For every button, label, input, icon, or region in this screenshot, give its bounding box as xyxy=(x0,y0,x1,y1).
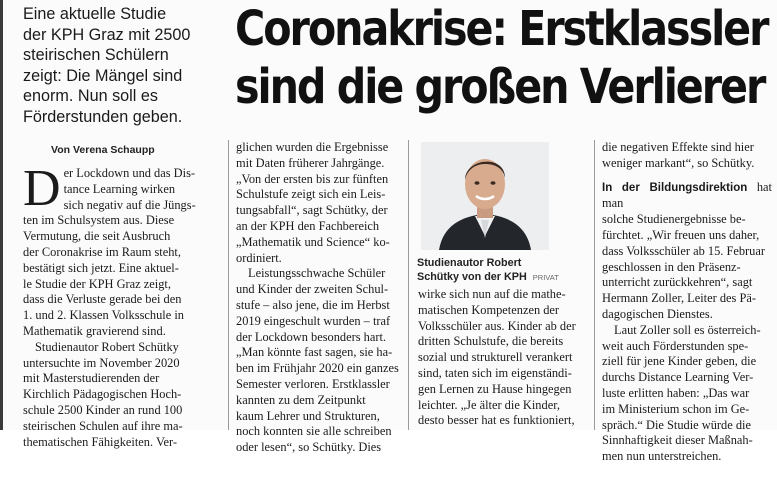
text-line: stufe – also jene, die im Herbst xyxy=(236,297,390,312)
text-line: Volksschüler aus. Kinder ab der xyxy=(418,318,576,333)
text-line: 1. und 2. Klassen Volksschule in xyxy=(23,308,184,323)
text-line: oder lesen“, so Schütky. Dies xyxy=(236,440,382,455)
text-line: ordiniert. xyxy=(236,250,282,265)
article-column-2 xyxy=(236,140,402,456)
text-line: der Lockdown besonders hart. xyxy=(236,329,387,344)
author-photo xyxy=(421,142,549,250)
text-line: Hermann Zoller, Leiter des Pä- xyxy=(602,291,756,306)
text-line: fürchtet. „Wir freuen uns daher, xyxy=(602,227,760,242)
headline-line: Coronakrise: Erstklassler xyxy=(235,1,768,57)
text-line: weniger markant“, so Schütky. xyxy=(602,155,755,170)
text-line: tungsabfall“, sagt Schütky, der xyxy=(236,203,388,218)
photo-caption xyxy=(417,256,595,285)
text-line: leichter. „Je älter die Kinder, xyxy=(418,397,560,412)
photo-credit: PRIVAT xyxy=(532,273,559,282)
text-line: Vermutung, die seit Ausbruch xyxy=(23,229,171,244)
text-line: „Von der ersten bis zur fünften xyxy=(236,171,389,186)
text-line: wirke sich nun auf die mathe- xyxy=(418,287,566,301)
text-line: steirischen Schulen auf ihre ma- xyxy=(23,418,183,433)
column-divider xyxy=(408,140,409,430)
text-line: an der KPH den Fachbereich xyxy=(236,218,380,233)
text-line: le Studie der KPH Graz zeigt, xyxy=(23,276,171,291)
text-line: Schulstufe zeigt sich ein Leis- xyxy=(236,187,386,202)
text-line: im Ministerium schon im Ge- xyxy=(602,401,750,416)
text-line: untersuchte im November 2020 xyxy=(23,355,180,370)
drop-cap: D xyxy=(23,160,61,217)
text-line: ben im Frühjahr 2020 ein ganzes xyxy=(236,361,399,376)
text-line: und Kinder der zweiten Schul- xyxy=(236,282,389,297)
text-line: Semester verloren. Erstklassler xyxy=(236,376,390,391)
text-line: Laut Zoller soll es österreich- xyxy=(614,322,761,337)
text-line: 2019 eingeschult wurden – traf xyxy=(236,313,391,328)
text-line: dagogischen Dienstes. xyxy=(602,306,713,321)
text-line: Kirchlich Pädagogischen Hoch- xyxy=(23,387,182,402)
article-column-1 xyxy=(23,160,219,450)
text-line: kaum Lehrer und Strukturen, xyxy=(236,408,380,423)
headline-line: sind die großen Verlierer xyxy=(235,59,765,115)
text-line: solche Studienergebnisse be- xyxy=(602,212,746,227)
teaser-line: steirischen Schülern xyxy=(23,46,169,64)
caption-line: Studienautor Robert xyxy=(417,257,522,269)
subheading: In der Bildungsdirektion xyxy=(602,181,748,194)
text-line: noch konnten sie alle schreiben xyxy=(236,424,392,439)
article-column-4 xyxy=(602,140,772,465)
teaser-line: zeigt: Die Mängel sind xyxy=(23,66,183,85)
text-line: dass Volksschüler ab 15. Februar xyxy=(602,243,766,258)
text-line: kannten zu dem Zeitpunkt xyxy=(236,392,366,407)
text-line: men nun unterstreichen. xyxy=(602,449,722,464)
text-line: „Mathematik und Science“ ko- xyxy=(236,234,390,249)
byline: Von Verena Schaupp xyxy=(51,144,155,156)
text-line: matischen Kompetenzen der xyxy=(418,302,560,317)
teaser-line: Förderstunden geben. xyxy=(23,107,183,126)
text-line: schule 2500 Kinder an rund 100 xyxy=(23,402,183,417)
article-column-3 xyxy=(418,287,588,429)
text-line: mit Daten früherer Jahrgänge. xyxy=(236,155,385,170)
text-line: sind, taten sich im eigenständi- xyxy=(418,365,572,380)
text-line: ten im Schulsystem aus. Diese xyxy=(23,213,175,228)
text-line: dass die Verluste gerade bei den xyxy=(23,292,182,307)
text-line: Studienautor Robert Schütky xyxy=(35,339,179,354)
column-divider xyxy=(594,140,595,430)
portrait-illustration xyxy=(421,142,549,250)
teaser-line: der KPH Graz mit 2500 xyxy=(23,25,191,44)
teaser-line: Eine aktuelle Studie xyxy=(23,5,167,23)
text-line: spräch.“ Die Studie würde die xyxy=(602,417,751,432)
text-line: die negativen Effekte sind hier xyxy=(602,140,754,154)
text-line: er Lockdown und das Dis- xyxy=(63,166,196,180)
text-line: gen Lernen zu Hause hingegen xyxy=(418,381,572,396)
text-line: Mathematik gravierend sind. xyxy=(23,323,166,338)
article-teaser xyxy=(23,4,199,127)
text-line: luste erlitten haben: „Das war xyxy=(602,385,750,400)
text-line: tance Learning wirken xyxy=(63,181,176,196)
text-line: dritten Schulstufe, die bereits xyxy=(418,334,564,349)
text-line: der Coronakrise im Raum steht, xyxy=(23,244,181,259)
text-line: mit Masterstudierenden der xyxy=(23,371,160,386)
text-line: glichen wurden die Ergebnisse xyxy=(236,140,389,154)
text-line: Sinnhaftigkeit dieser Maßnah- xyxy=(602,433,753,448)
text-line: thematischen Fähigkeiten. Ver- xyxy=(23,434,178,449)
text-line: bestätigt sich jetzt. Eine aktuel- xyxy=(23,260,179,275)
text-line: weit auch Förderstunden spe- xyxy=(602,338,749,353)
text-line: „Man könnte fast sagen, sie ha- xyxy=(236,345,393,360)
text-line: geschlossen in den Präsenz- xyxy=(602,259,741,274)
column-divider xyxy=(228,140,229,430)
text-line: unterricht zurückkehren“, sagt xyxy=(602,275,753,290)
text-line: ziell für jene Kinder geben, die xyxy=(602,354,757,369)
text-line: Leistungsschwache Schüler xyxy=(248,266,386,281)
text-fragment: hat man xyxy=(602,179,772,211)
article-headline xyxy=(235,0,768,116)
text-line: sozial und strukturell verankert xyxy=(418,350,573,365)
text-line: durchs Distance Learning Ver- xyxy=(602,370,754,385)
caption-line: Schütky von der KPH xyxy=(417,271,527,283)
text-line: desto besser hat es funktioniert, xyxy=(418,413,575,428)
teaser-line: enorm. Nun soll es xyxy=(23,87,158,105)
text-line: sich negativ auf die Jüngs- xyxy=(63,197,196,212)
